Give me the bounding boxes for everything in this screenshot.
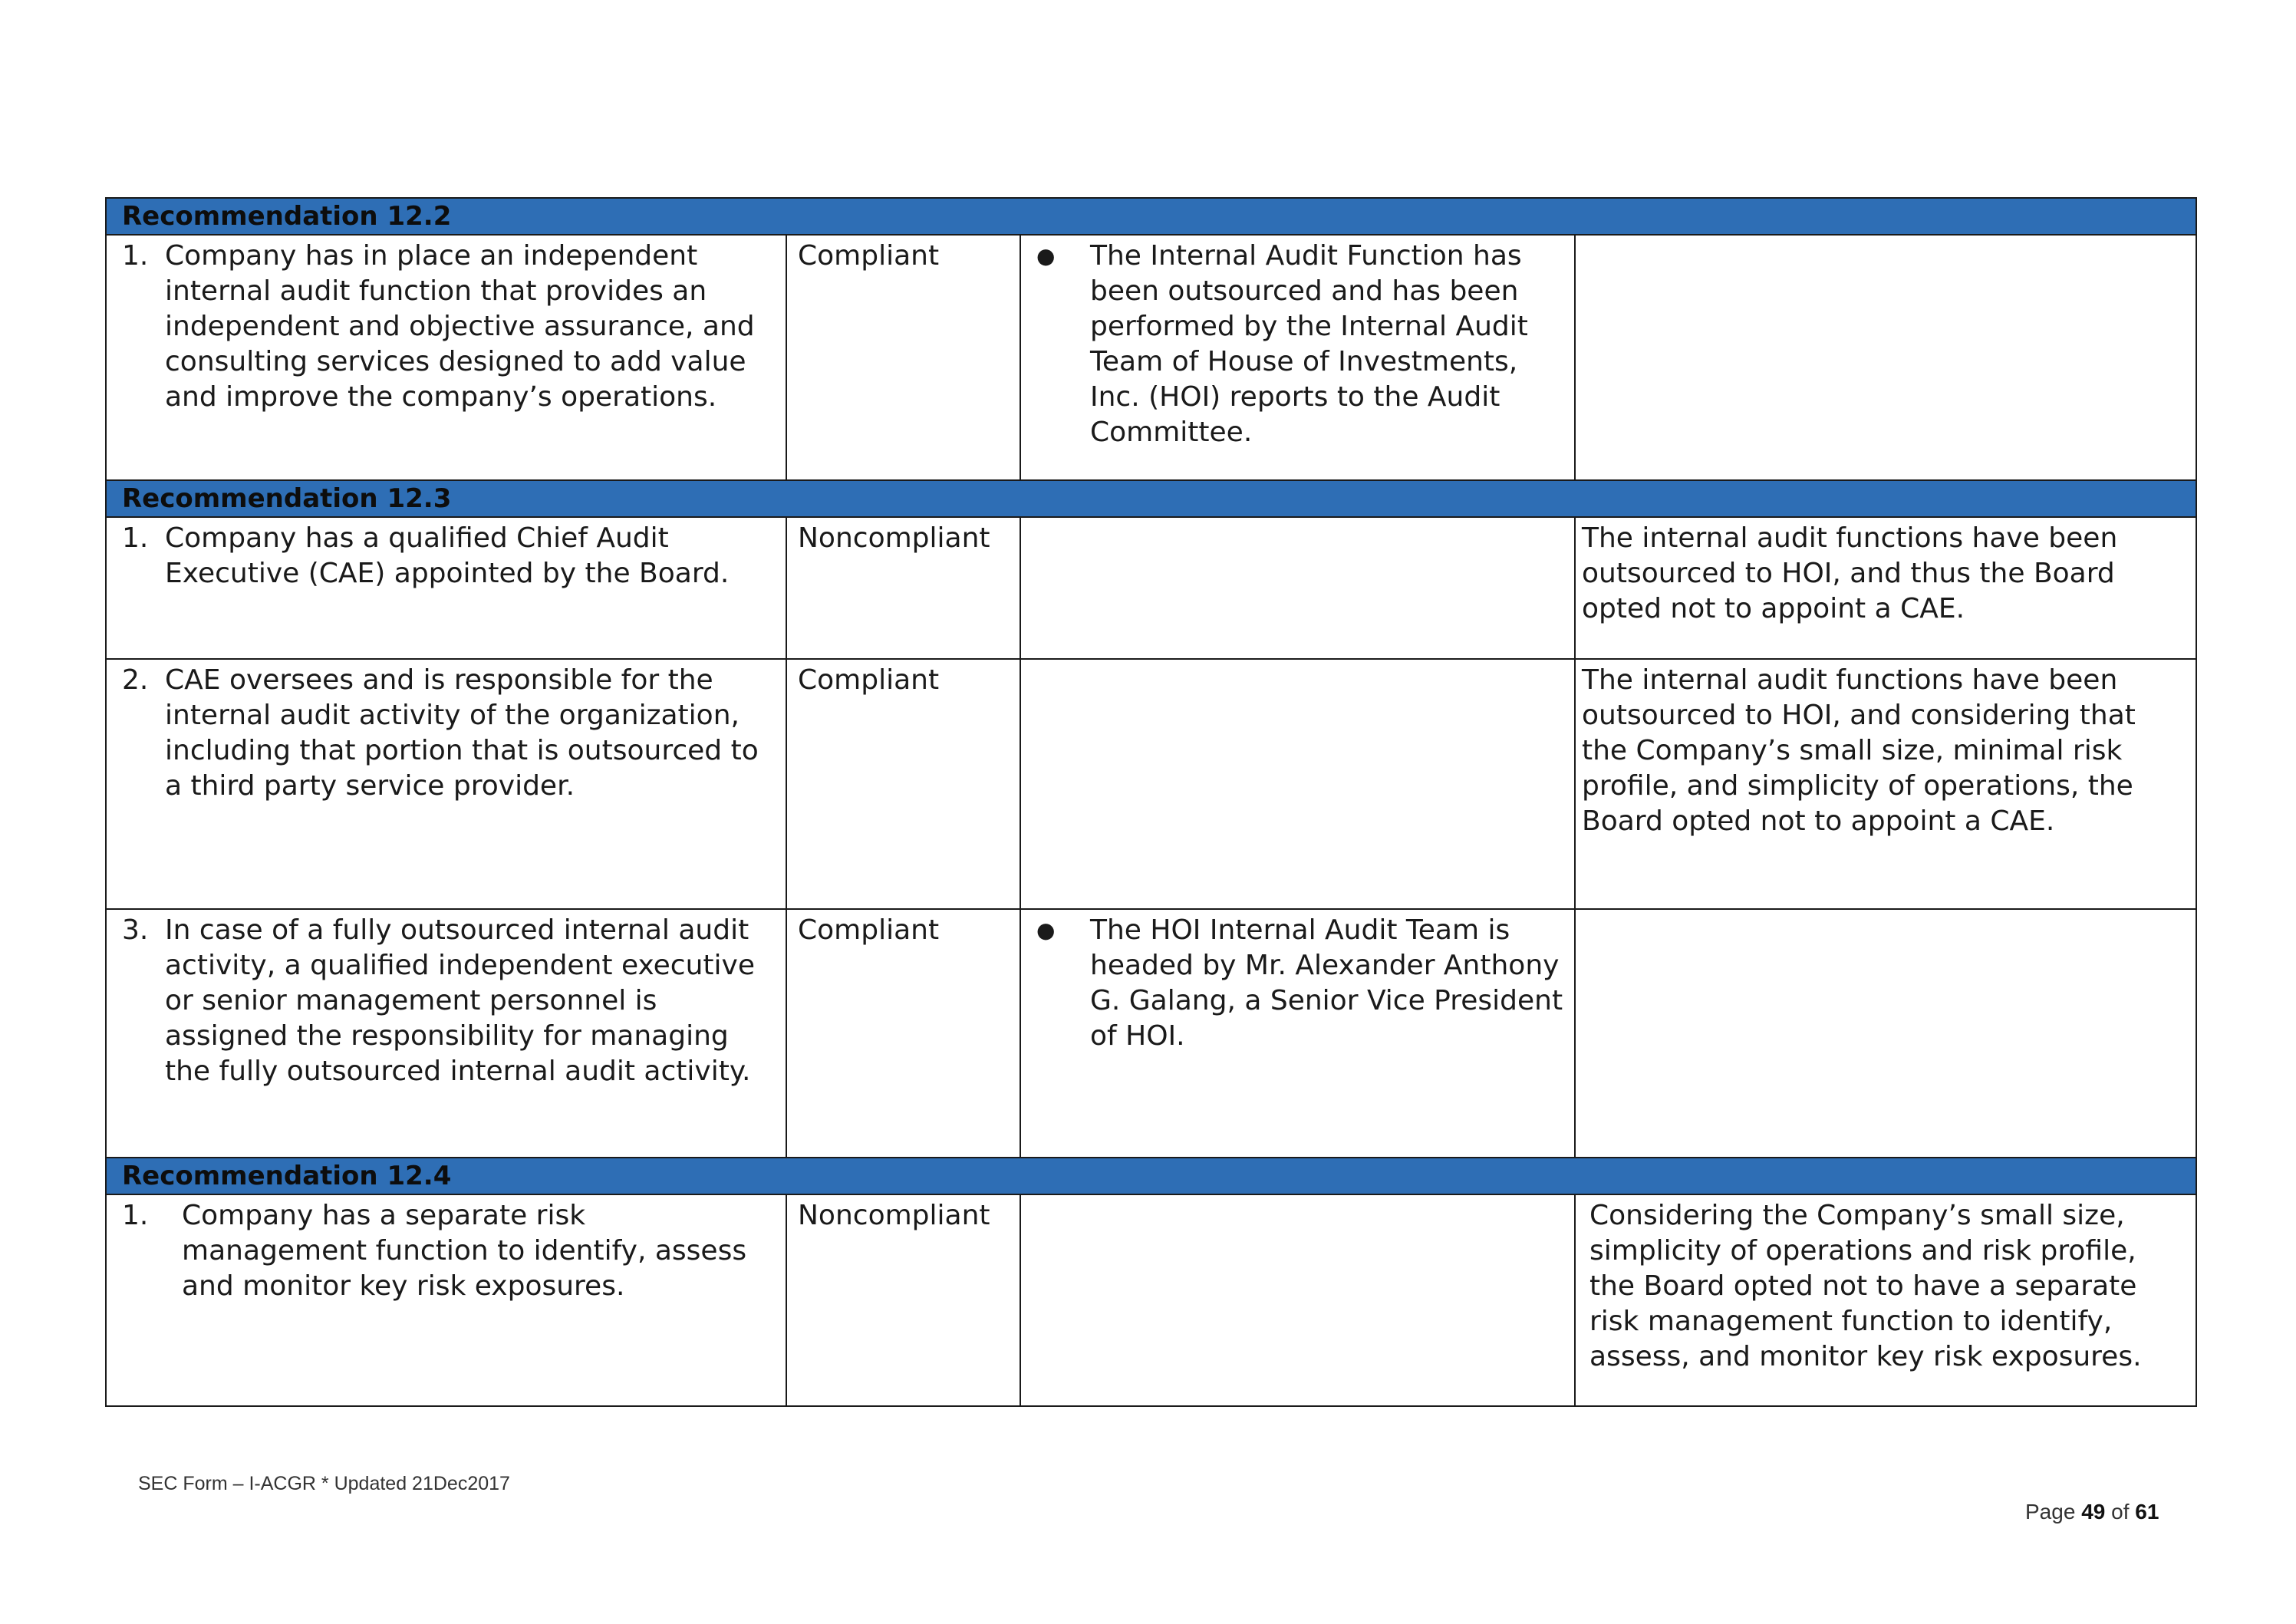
table-row [106, 909, 2196, 1158]
recommendation-cell [106, 659, 786, 909]
additional-info-text: The Internal Audit Function has been outsourced and has been performed by the Internal Audit Team of House of Investments, Inc. (HOI) reports to the Audit Committee. [1090, 240, 1528, 448]
compliance-status: Noncompliant [786, 1194, 1020, 1406]
recommendations-table [105, 197, 2197, 1407]
compliance-status: Compliant [786, 235, 1020, 480]
page-number [2025, 1500, 2159, 1524]
additional-info-cell [1020, 909, 1575, 1158]
section-heading: Recommendation 12.4 [106, 1158, 2196, 1194]
explanation-cell: Considering the Company’s small size, simplicity of operations and risk profile, the Board opted not to have a separate risk management function to identify, assess, and monitor key risk exposures. [1575, 1194, 2196, 1406]
recommendation-cell [106, 909, 786, 1158]
item-number: 3. [122, 914, 149, 946]
bullet-icon: ● [1036, 243, 1056, 268]
compliance-status: Compliant [786, 659, 1020, 909]
form-footer-label: SEC Form – I-ACGR * Updated 21Dec2017 [138, 1473, 510, 1494]
table-row [106, 235, 2196, 480]
additional-info-cell [1020, 1194, 1575, 1406]
page-of: of [2111, 1500, 2130, 1524]
bullet-icon: ● [1036, 917, 1056, 943]
additional-info-cell [1020, 235, 1575, 480]
page-current: 49 [2081, 1500, 2106, 1524]
section-header-row [106, 1158, 2196, 1194]
item-number: 2. [122, 664, 149, 696]
explanation-cell: The internal audit functions have been outsourced to HOI, and considering that the Company’s small size, minimal risk profile, and simplicity of operations, the Board opted not to appoint a CAE. [1575, 659, 2196, 909]
table-row [106, 1194, 2196, 1406]
explanation-cell: The internal audit functions have been outsourced to HOI, and thus the Board opted not to appoint a CAE. [1575, 517, 2196, 659]
recommendation-cell [106, 1194, 786, 1406]
recommendation-text: In case of a fully outsourced internal audit activity, a qualified independent executive or senior management personnel is assigned the responsibility for managing the fully outsourced internal audit activity. [165, 914, 755, 1087]
compliance-status: Compliant [786, 909, 1020, 1158]
section-header-row [106, 480, 2196, 517]
table-row [106, 517, 2196, 659]
recommendation-cell [106, 517, 786, 659]
additional-info-cell [1020, 659, 1575, 909]
page-prefix: Page [2025, 1500, 2076, 1524]
item-number: 1. [122, 522, 149, 554]
additional-info-text: The HOI Internal Audit Team is headed by Mr. Alexander Anthony G. Galang, a Senior Vice President of HOI. [1090, 914, 1563, 1052]
recommendation-text: CAE oversees and is responsible for the internal audit activity of the organization, including that portion that is outsourced to a third party service provider. [165, 664, 759, 802]
section-heading: Recommendation 12.2 [106, 198, 2196, 235]
section-header-row [106, 198, 2196, 235]
explanation-cell [1575, 909, 2196, 1158]
section-heading: Recommendation 12.3 [106, 480, 2196, 517]
recommendation-cell [106, 235, 786, 480]
item-number: 1. [122, 1200, 149, 1231]
compliance-status: Noncompliant [786, 517, 1020, 659]
table-row [106, 659, 2196, 909]
recommendation-text: Company has a separate risk management function to identify, assess and monitor key risk exposures. [182, 1200, 747, 1302]
recommendation-text: Company has a qualified Chief Audit Executive (CAE) appointed by the Board. [165, 522, 730, 589]
item-number: 1. [122, 240, 149, 272]
page-total: 61 [2135, 1500, 2159, 1524]
explanation-cell [1575, 235, 2196, 480]
recommendation-text: Company has in place an independent internal audit function that provides an independent and objective assurance, and consulting services designed to add value and improve the company’s operations. [165, 240, 755, 413]
additional-info-cell [1020, 517, 1575, 659]
